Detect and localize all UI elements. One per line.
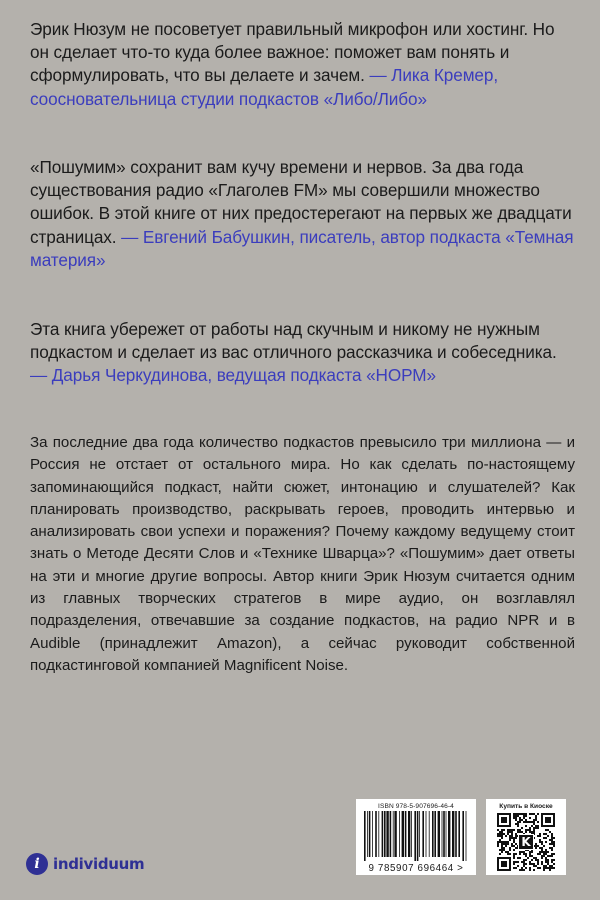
isbn-barcode bbox=[356, 799, 476, 875]
quote-text: Эрик Нюзум не посоветует правильный микрофон или хостинг. Но он сделает что-то куда более важное: поможет вам понять и сформулировать, что вы делаете и зачем. bbox=[30, 19, 555, 86]
isbn-label: ISBN 978-5-907696-46-4 bbox=[378, 803, 454, 810]
qr-code-block[interactable] bbox=[486, 799, 566, 875]
publisher-mark-icon: i bbox=[26, 853, 48, 875]
publisher-name: individuum bbox=[53, 855, 145, 873]
barcode-digits: 9 785907 696464 > bbox=[368, 863, 464, 874]
quote-text: «Пошумим» сохранит вам кучу времени и нервов. За два года существования радио «Глаголев FM» мы совершили множество ошибок. В этой книге от них предостерегают на первых же двадцати страницах. bbox=[30, 157, 572, 247]
qr-center-letter: K bbox=[521, 835, 531, 850]
blurb-quote-2 bbox=[30, 156, 575, 272]
quote-attribution: — Евгений Бабушкин, писатель, автор подкаста «Темная материя» bbox=[30, 226, 574, 270]
blurb-quote-1 bbox=[30, 18, 575, 111]
qr-code-icon[interactable] bbox=[497, 813, 555, 871]
qr-label: Купить в Киоске bbox=[499, 803, 553, 810]
quote-text: Эта книга убережет от работы над скучным и никому не нужным подкастом и сделает из вас отличного рассказчика и собеседника. bbox=[30, 319, 557, 363]
blurb-quote-3 bbox=[30, 318, 575, 388]
publisher-logo bbox=[26, 852, 144, 876]
book-description: За последние два года количество подкастов превысило три миллиона — и Россия не отстает от остального мира. Но как сделать по-настоящему запоминающийся подкаст, найти сюжет, интонацию и слушателей? Как планировать производство, раскрывать героев, проводить интервью и анализировать свои успехи и поражения? Почему каждому ведущему стоит знать о Методе Десяти Слов и «Технике Шварца»? «Пошумим» дает ответы на эти и многие другие вопросы. Автор книги Эрик Нюзум считается одним из главных творческих стратегов в мире аудио, он возглавлял подразделения, отвечавшие за создание подкастов, на радио NPR и в Audible (принадлежит Amazon), а сейчас руководит собственной подкастинговой компанией Magnificent Noise. bbox=[30, 434, 575, 674]
quote-attribution: — Лика Кремер, соосновательница студии подкастов «Либо/Либо» bbox=[30, 65, 498, 109]
barcode-icon bbox=[362, 811, 470, 861]
quote-attribution: — Дарья Черкудинова, ведущая подкаста «НОРМ» bbox=[30, 365, 436, 386]
